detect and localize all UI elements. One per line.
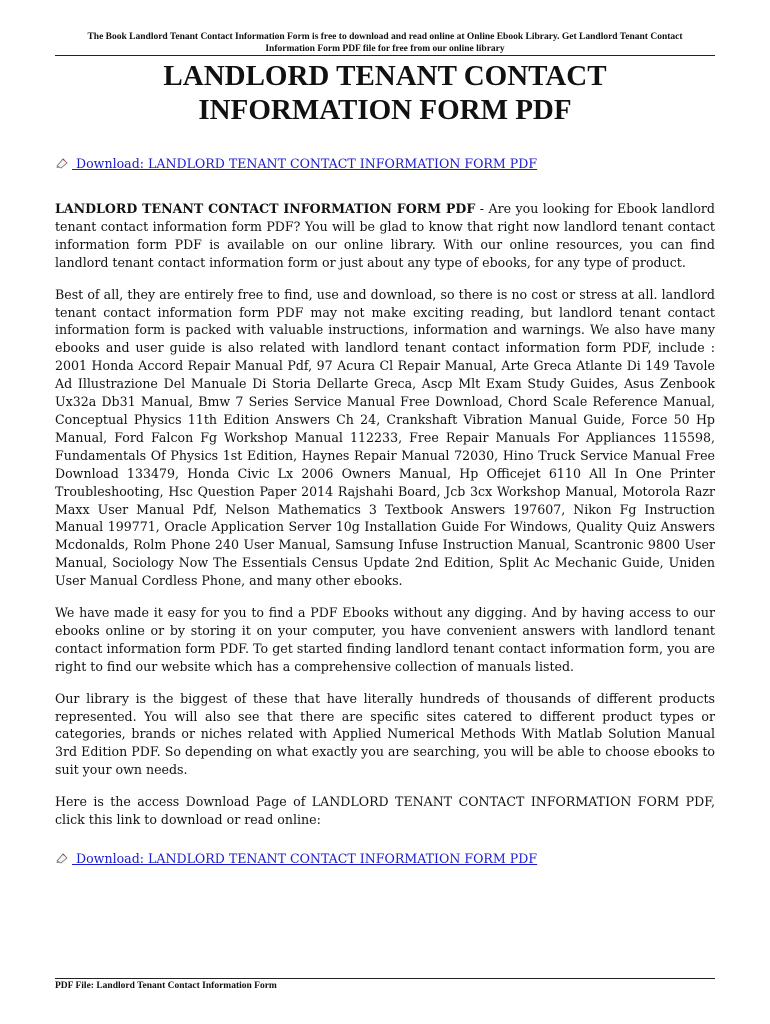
header-note: The Book Landlord Tenant Contact Information Form is free to download and read online at Online Ebook Library. Get Landlord Tenant Contact Information Form PDF file for free from our online library	[87, 32, 683, 54]
download-link-bottom[interactable]	[55, 851, 715, 867]
paragraph-3: We have made it easy for you to find a PDF Ebooks without any digging. And by having access to our ebooks online or by storing it on your computer, you have convenient answers with landlord tenant contact information form PDF. To get started finding landlord tenant contact information form, you are right to find our website which has a comprehensive collection of manuals listed.	[55, 605, 715, 674]
download-link-top[interactable]	[55, 156, 715, 172]
paragraph-5: Here is the access Download Page of LANDLORD TENANT CONTACT INFORMATION FORM PDF, click this link to download or read online:	[55, 794, 715, 828]
page-title: LANDLORD TENANT CONTACT INFORMATION FORM PDF	[163, 60, 607, 126]
download-link-top-label: Download: LANDLORD TENANT CONTACT INFORMATION FORM PDF	[72, 156, 538, 171]
footer-text: PDF File: Landlord Tenant Contact Information Form	[55, 981, 277, 991]
intro-text: - Are you looking for Ebook landlord tenant contact information form PDF? You will be glad to know that right now landlord tenant contact information form PDF is available on our online library. With our online resources, you can find landlord tenant contact information form or just about any type of ebooks, for any type of product.	[55, 201, 715, 270]
intro-paragraph	[55, 200, 715, 272]
pdf-icon	[55, 157, 69, 169]
document-page	[55, 0, 715, 867]
header-rule	[55, 55, 715, 56]
paragraph-4: Our library is the biggest of these that have literally hundreds of thousands of different products represented. You will also see that there are specific sites catered to different product types or categories, brands or niches related with Applied Numerical Methods With Matlab Solution Manual 3rd Edition PDF. So depending on what exactly you are searching, you will be able to choose ebooks to suit your own needs.	[55, 690, 715, 778]
pdf-icon	[55, 852, 69, 864]
intro-lead: LANDLORD TENANT CONTACT INFORMATION FORM PDF	[55, 201, 476, 216]
footer-rule	[55, 978, 715, 979]
download-link-bottom-label: Download: LANDLORD TENANT CONTACT INFORMATION FORM PDF	[72, 851, 538, 866]
paragraph-2: Best of all, they are entirely free to find, use and download, so there is no cost or stress at all. landlord tenant contact information form PDF may not make exciting reading, but landlord tenant contact information form is packed with valuable instructions, information and warnings. We also have many ebooks and user guide is also related with landlord tenant contact information form PDF, include : 2001 Honda Accord Repair Manual Pdf, 97 Acura Cl Repair Manual, Arte Greca Atlante Di 149 Tavole Ad Illustrazione Del Manuale Di Storia Dellarte Greca, Ascp Mlt Exam Study Guides, Asus Zenbook Ux32a Db31 Manual, Bmw 7 Series Service Manual Free Download, Chord Scale Reference Manual, Conceptual Physics 11th Edition Answers Ch 24, Crankshaft Vibration Manual Guide, Force 50 Hp Manual, Ford Falcon Fg Workshop Manual 112233, Free Repair Manuals For Appliances 115598, Fundamentals Of Physics 1st Edition, Haynes Repair Manual 72030, Hino Truck Service Manual Free Download 133479, Honda Civic Lx 2006 Owners Manual, Hp Officejet 6110 All In One Printer Troubleshooting, Hsc Question Paper 2014 Rajshahi Board, Jcb 3cx Workshop Manual, Motorola Razr Maxx User Manual Pdf, Nelson Mathematics 3 Textbook Answers 197607, Nikon Fg Instruction Manual 199771, Oracle Application Server 10g Installation Guide For Windows, Quality Quiz Answers Mcdonalds, Rolm Phone 240 User Manual, Samsung Infuse Instruction Manual, Scantronic 9800 User Manual, Sociology Now The Essentials Census Update 2nd Edition, Split Ac Mechanic Guide, Uniden User Manual Cordless Phone, and many other ebooks.	[55, 286, 715, 589]
